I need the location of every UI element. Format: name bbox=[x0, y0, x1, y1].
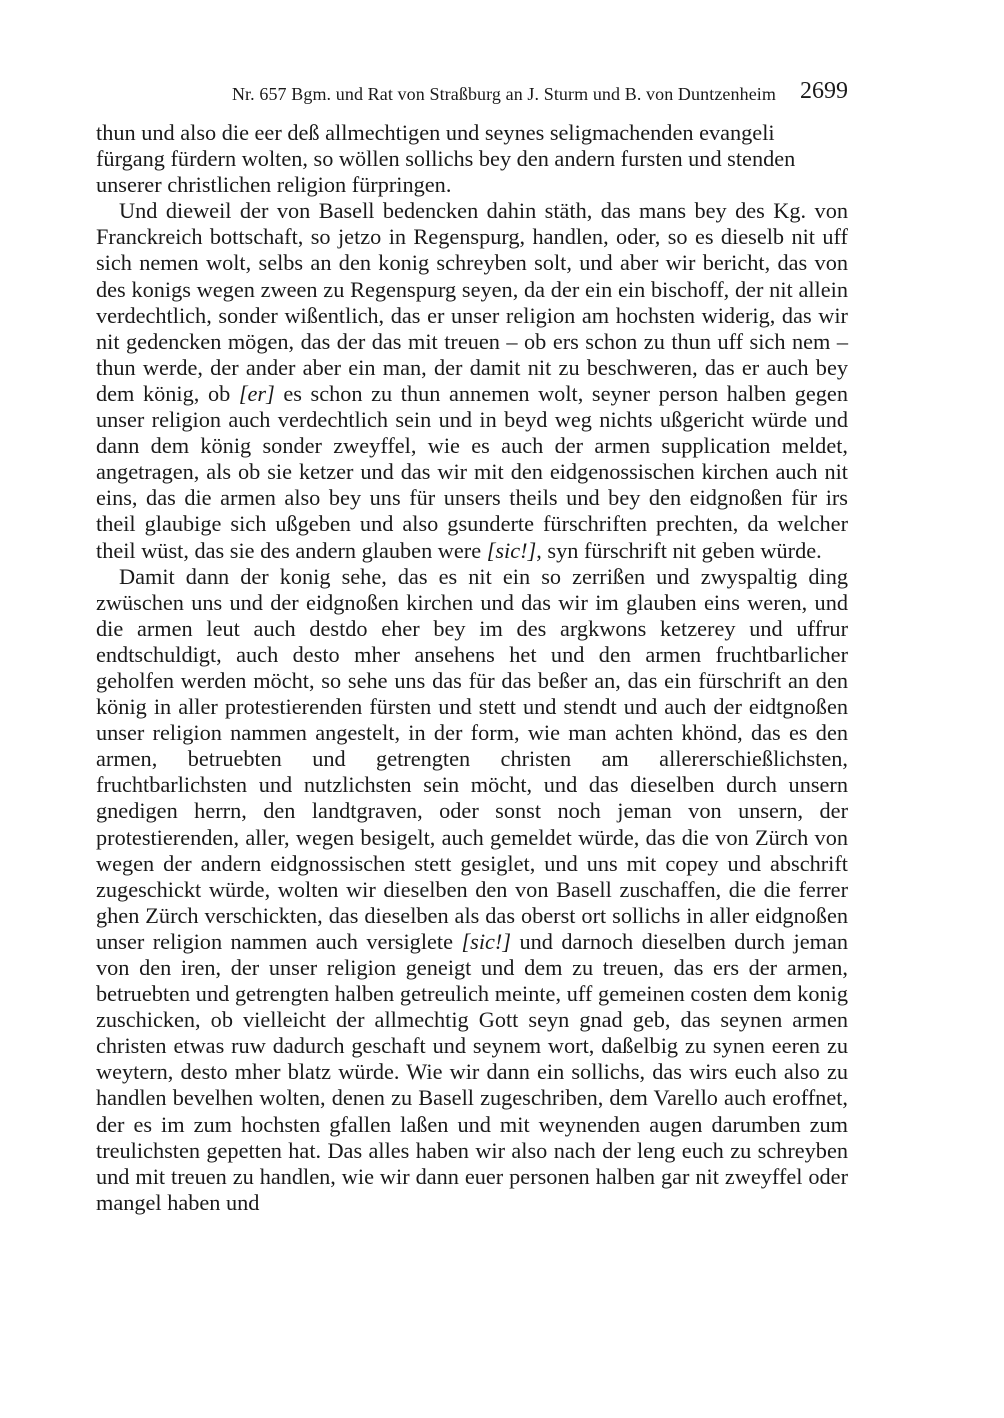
paragraph-text: Und dieweil der von Basell bedencken dahin stäth, das mans bey des Kg. von Franckreich bottschaft, so jetzo in Regenspurg, handlen, oder, so es dieselb nit uff sich nemen wolt, selbs an den konig schreyben solt, und aber wir bericht, das von des konigs wegen zween zu Regenspurg seyen, da der ein ein bischoff, der nit allein verdechtlich, sonder wißentlich, das er unser religion am hochsten widerig, das wir nit gedencken mögen, das der das mit treuen – ob ers schon zu thun uff sich nem – thun werde, der ander aber ein man, der damit nit zu beschweren, das er auch bey dem könig, ob bbox=[96, 198, 848, 406]
page-number: 2699 bbox=[800, 78, 848, 104]
paragraph-basel-advice bbox=[96, 198, 848, 563]
body-text bbox=[96, 120, 848, 1216]
paragraph-text: es schon zu thun annemen wolt, seyner person halben gegen unser religion auch verdechtlich sein und in beyd weg nichts ußgericht würde und dann dem könig sonder zweyffel, wie es auch der armen supplication meldet, angetragen, als ob sie ketzer und das wir mit den eidgenossischen kirchen auch nit eins, das die armen also bey uns für unsers theils und bey den eidgnoßen für irs theil glaubige sich ußgeben und also gsunderte fürschriften prechten, da welcher theil wüst, das sie des andern glauben were bbox=[96, 380, 848, 563]
paragraph-continuation: thun und also die eer deß allmechtigen und seynes seligmachenden evangeli fürgang fürdern wolten, so wöllen sollichs bey den andern fursten und stenden unserer christlichen religion fürpringen. bbox=[96, 120, 796, 198]
paragraph-text: und darnoch dieselben durch jeman von den iren, der unser religion geneigt und dem zu treuen, das ers der armen, betruebten und getrengten halben getreulich meinte, uff gemeinen costen dem konig zuschicken, ob vielleicht der allmechtig Gott seyn gnad geb, das seynen armen christen etwas ruw dadurch geschaft und seynem wort, daßelbig zu synen eeren zu weytern, desto mher blatz würde. Wie wir dann ein sollichs, das wirs euch also zu handlen bevelhen wolten, denen zu Basell zugeschriben, dem Varello auch eroffnet, der es im zum hochsten gfallen laßen und mit weynenden augen darumben zum treulichsten gepetten hat. Das alles haben wir also nach der leng euch zu schreyben und mit treuen zu handlen, wie wir dann euer personen halben gar nit zweyffel oder mangel haben und bbox=[96, 928, 849, 1215]
paragraph-text: , syn fürschrift nit geben würde. bbox=[536, 537, 822, 563]
running-header bbox=[96, 78, 848, 108]
paragraph-petition-plan bbox=[96, 564, 848, 1216]
editorial-sic-note: [sic!] bbox=[486, 537, 537, 563]
editorial-sic-note: [sic!] bbox=[461, 928, 512, 954]
editorial-insertion: [er] bbox=[238, 380, 275, 406]
running-title: Nr. 657 Bgm. und Rat von Straßburg an J. Sturm und B. von Duntzenheim bbox=[231, 84, 776, 104]
paragraph-text: Damit dann der konig sehe, das es nit ein so zerrißen und zwyspaltig ding zwüschen uns und der eidgnoßen kirchen und das wir im glauben eins weren, und die armen leut auch destdo eher bey im des argkwons ketzerey und uffrur endtschuldigt, auch desto mher ansehens het und den armen fruchtbarlicher geholfen werden möcht, so sehe uns das für das beßer an, das ein fürschrift an den könig in aller protestierenden fürsten und stett und stendt und auch der eidtgnoßen unser religion nammen angestelt, in der form, wie man achten khönd, das es den armen, betruebten und getrengten christen am allererschießlichsten, fruchtbarlichsten und nutzlichsten sein möcht, und das dieselben durch unsern gnedigen herrn, den landtgraven, oder sonst noch jeman von unsern, der protestierenden, aller, wegen besigelt, auch gemeldet würde, das die von Zürch von wegen der andern eidgnossischen stett gesiglet, und uns mit copey und abschrift zugeschickt würde, wolten wir dieselben den von Basell zuschaffen, die die ferrer ghen Zürch verschickten, das dieselben als das oberst ort sollichs in aller eidgnoßen unser religion nammen auch versiglete bbox=[96, 563, 848, 954]
